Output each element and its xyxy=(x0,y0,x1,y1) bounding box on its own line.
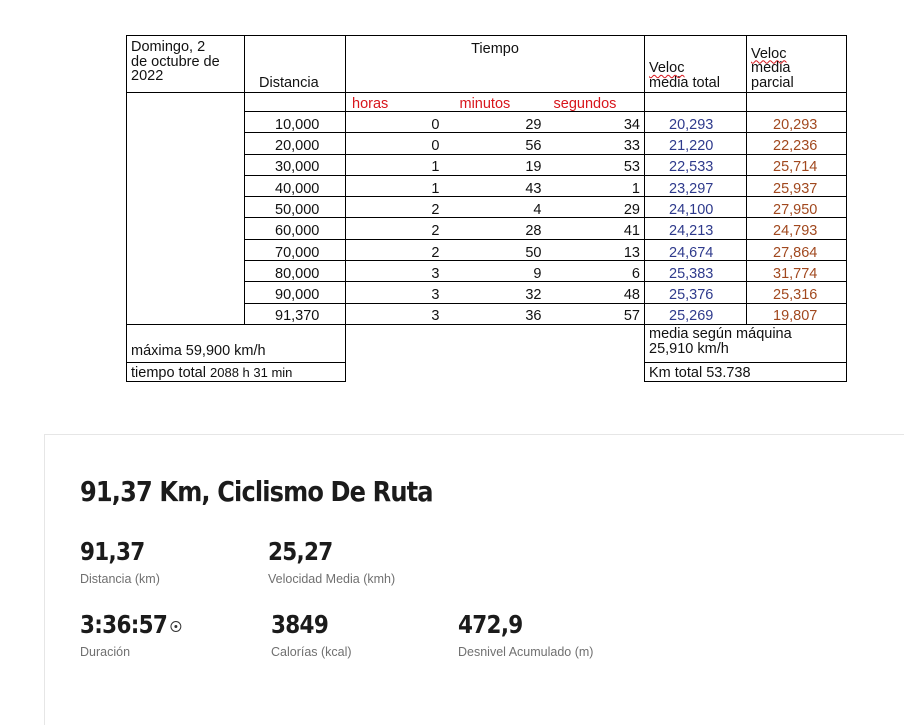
stat-label: Distancia (km) xyxy=(80,572,160,586)
tiempo-header: Tiempo xyxy=(346,36,645,93)
distance-cell: 10,000 xyxy=(245,112,346,133)
minutes-cell: 28 xyxy=(444,218,546,239)
stat-distance xyxy=(80,537,160,586)
stat-value: 25,27 xyxy=(268,537,333,566)
date-line-2: de octubre de xyxy=(131,53,220,70)
date-line-3: 2022 xyxy=(131,68,164,84)
minutos-header: minutos xyxy=(444,93,546,112)
tiempo-total-value: 2088 h 31 min xyxy=(210,365,293,381)
veloc-parcial-cell: 31,774 xyxy=(747,261,847,282)
stat-elevation xyxy=(458,610,593,659)
seconds-cell: 41 xyxy=(546,218,645,239)
stat-value: 3849 xyxy=(271,610,329,639)
veloc-parcial-cell: 25,937 xyxy=(747,175,847,196)
hours-cell: 2 xyxy=(346,197,444,218)
veloc-total-cell: 20,293 xyxy=(645,112,747,133)
table-row xyxy=(127,112,847,133)
hours-cell: 0 xyxy=(346,112,444,133)
veloc-total-cell: 24,674 xyxy=(645,239,747,260)
seconds-cell: 34 xyxy=(546,112,645,133)
veloc-total-header xyxy=(645,36,747,93)
veloc-parcial-header xyxy=(747,36,847,93)
stat-duration xyxy=(80,610,197,659)
veloc-total-cell: 25,376 xyxy=(645,282,747,303)
minutes-cell: 36 xyxy=(444,303,546,324)
clock-icon xyxy=(171,621,182,632)
veloc-parcial-cell: 27,950 xyxy=(747,197,847,218)
minutes-cell: 50 xyxy=(444,239,546,260)
activity-title: 91,37 Km, Ciclismo De Ruta xyxy=(80,475,433,508)
media-maquina-l2: 25,910 km/h xyxy=(649,341,729,358)
distance-cell: 30,000 xyxy=(245,154,346,175)
maxima-cell: máxima 59,900 km/h xyxy=(127,324,346,362)
veloc-total-cell: 24,213 xyxy=(645,218,747,239)
hours-cell: 1 xyxy=(346,154,444,175)
seconds-cell: 29 xyxy=(546,197,645,218)
seconds-cell: 53 xyxy=(546,154,645,175)
seconds-cell: 57 xyxy=(546,303,645,324)
jornada-cell xyxy=(127,112,245,325)
veloc-total-cell: 21,220 xyxy=(645,133,747,154)
media-maquina-cell xyxy=(645,324,847,362)
veloc-parcial-cell: 20,293 xyxy=(747,112,847,133)
veloc-parcial-cell: 24,793 xyxy=(747,218,847,239)
distancia-header: Distancia xyxy=(245,36,346,93)
minutes-cell: 43 xyxy=(444,175,546,196)
empty-cell xyxy=(346,362,645,381)
empty-cell xyxy=(245,93,346,112)
seconds-cell: 13 xyxy=(546,239,645,260)
veloc-parcial-cell: 22,236 xyxy=(747,133,847,154)
empty-cell xyxy=(346,324,645,362)
veloc-total-l2: media total xyxy=(649,74,720,91)
tiempo-total-label: tiempo total xyxy=(131,365,206,382)
date-cell xyxy=(127,36,245,93)
minutes-cell: 9 xyxy=(444,261,546,282)
empty-cell xyxy=(747,93,847,112)
veloc-parcial-l3: parcial xyxy=(751,74,794,91)
veloc-parcial-cell: 19,807 xyxy=(747,303,847,324)
stat-label: Desnivel Acumulado (m) xyxy=(458,645,594,659)
ride-spreadsheet xyxy=(126,35,847,382)
veloc-total-cell: 24,100 xyxy=(645,197,747,218)
seconds-cell: 48 xyxy=(546,282,645,303)
km-total-cell: Km total 53.738 xyxy=(645,362,847,381)
tiempo-total-cell xyxy=(127,362,346,381)
veloc-total-cell: 25,269 xyxy=(645,303,747,324)
distance-cell: 70,000 xyxy=(245,239,346,260)
stat-label: Calorías (kcal) xyxy=(271,645,352,659)
activity-card xyxy=(44,434,904,725)
stat-value: 472,9 xyxy=(458,610,523,639)
stat-calories xyxy=(271,610,352,659)
minutes-cell: 29 xyxy=(444,112,546,133)
seconds-cell: 6 xyxy=(546,261,645,282)
minutes-cell: 56 xyxy=(444,133,546,154)
empty-cell xyxy=(127,93,245,112)
horas-header: horas xyxy=(346,93,444,112)
seconds-cell: 33 xyxy=(546,133,645,154)
veloc-total-cell: 25,383 xyxy=(645,261,747,282)
veloc-parcial-cell: 25,316 xyxy=(747,282,847,303)
distance-cell: 40,000 xyxy=(245,175,346,196)
distance-cell: 60,000 xyxy=(245,218,346,239)
stat-label: Duración xyxy=(80,645,131,659)
minutes-cell: 19 xyxy=(444,154,546,175)
veloc-total-cell: 22,533 xyxy=(645,154,747,175)
veloc-parcial-cell: 25,714 xyxy=(747,154,847,175)
hours-cell: 3 xyxy=(346,303,444,324)
stat-value: 91,37 xyxy=(80,537,145,566)
distance-cell: 50,000 xyxy=(245,197,346,218)
segundos-header: segundos xyxy=(546,93,645,112)
stat-avg-speed xyxy=(268,537,395,586)
stat-value-wrap xyxy=(80,610,181,639)
hours-cell: 2 xyxy=(346,239,444,260)
minutes-cell: 4 xyxy=(444,197,546,218)
distance-cell: 80,000 xyxy=(245,261,346,282)
veloc-parcial-l1: Veloc xyxy=(751,45,787,62)
hours-cell: 0 xyxy=(346,133,444,154)
stat-value: 3:36:57 xyxy=(80,610,168,639)
hours-cell: 2 xyxy=(346,218,444,239)
empty-cell xyxy=(645,93,747,112)
media-maquina-l1: media según máquina xyxy=(649,325,792,342)
veloc-parcial-l2: media xyxy=(751,60,791,76)
hours-cell: 3 xyxy=(346,282,444,303)
seconds-cell: 1 xyxy=(546,175,645,196)
minutes-cell: 32 xyxy=(444,282,546,303)
distance-cell: 20,000 xyxy=(245,133,346,154)
date-line-1: Domingo, 2 xyxy=(131,39,206,55)
distance-cell: 91,370 xyxy=(245,303,346,324)
hours-cell: 3 xyxy=(346,261,444,282)
veloc-parcial-cell: 27,864 xyxy=(747,239,847,260)
distance-cell: 90,000 xyxy=(245,282,346,303)
veloc-total-cell: 23,297 xyxy=(645,175,747,196)
hours-cell: 1 xyxy=(346,175,444,196)
stat-label: Velocidad Media (kmh) xyxy=(268,572,396,586)
veloc-total-l1: Veloc xyxy=(649,60,685,76)
